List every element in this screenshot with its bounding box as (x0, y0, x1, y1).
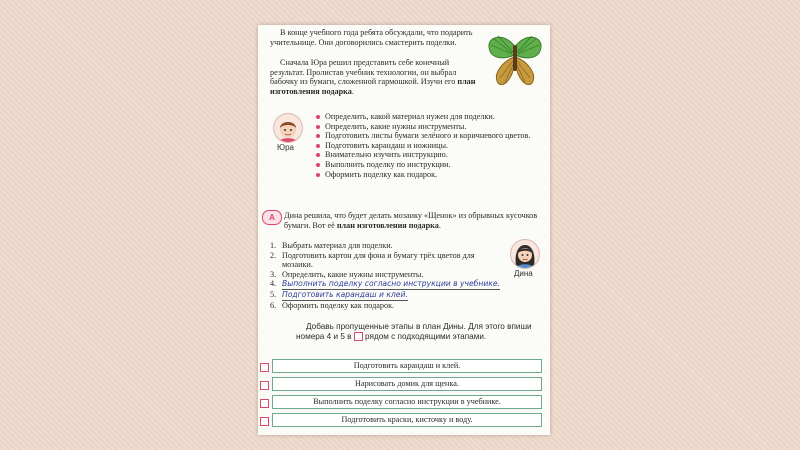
yura-step: Подготовить карандаш и ножницы. (316, 141, 541, 151)
intro-paragraph-2: Сначала Юра решил представить себе конечный результат. Пролистав учебник технологии, он выбрал бабочку из бумаги, сложенной гармошкой. Изучи его план изготовления подарка. (270, 58, 476, 96)
yura-plan-list (316, 112, 541, 179)
option-checkbox[interactable] (260, 417, 269, 426)
option-checkbox[interactable] (260, 399, 269, 408)
task-a-badge: А (262, 210, 282, 225)
plan-bold-phrase: план изготовления подарка (336, 220, 439, 230)
plan-bold-phrase: план изготовления подарка (270, 77, 476, 96)
yura-step: Подготовить листы бумаги зелёного и коричневого цветов. (316, 131, 541, 141)
yura-label: Юра (277, 143, 294, 152)
dina-step: 2. Подготовить картон для фона и бумагу трёх цветов для мозаики. (270, 250, 475, 270)
yura-step: Определить, какие нужны инструменты. (316, 122, 541, 132)
dina-step: 6. Оформить поделку как подарок. (270, 300, 395, 310)
yura-step: Внимательно изучить инструкцию. (316, 150, 541, 160)
yura-step: Оформить поделку как подарок. (316, 170, 541, 180)
dina-plan-list (270, 241, 506, 310)
paper-butterfly-illustration (486, 33, 544, 89)
handwritten-answer: Подготовить карандаш и клей. (282, 289, 408, 299)
dina-step: 1. Выбрать материал для поделки. (270, 241, 393, 250)
handwritten-answer: Выполнить поделку согласно инструкции в учебнике. (282, 279, 500, 289)
option-box[interactable]: Выполнить поделку согласно инструкции в учебнике. (272, 395, 542, 409)
dina-step: 3. Определить, какие нужны инструменты. (270, 269, 424, 279)
yura-avatar (273, 113, 303, 143)
dina-step-handwritten[interactable]: 5. Подготовить карандаш и клей. (270, 289, 408, 299)
option-checkbox[interactable] (260, 363, 269, 372)
dina-avatar (510, 239, 540, 269)
task-instruction: Добавь пропущенные этапы в план Дины. Для этого впиши номера 4 и 5 в рядом с подходящими этапами. (296, 322, 532, 341)
option-box[interactable]: Подготовить краски, кисточку и воду. (272, 413, 542, 427)
dina-label: Дина (514, 269, 533, 278)
option-checkbox[interactable] (260, 381, 269, 390)
dina-step-handwritten[interactable]: 4. Выполнить поделку согласно инструкции в учебнике. (270, 279, 500, 289)
checkbox-icon (354, 332, 363, 341)
workbook-page (258, 25, 550, 435)
intro-paragraph-1: В конце учебного года ребята обсуждали, что подарить учительнице. Они договорились смастерить поделки. (270, 28, 473, 47)
yura-step: Определить, какой материал нужен для поделки. (316, 112, 541, 122)
dina-intro: Дина решила, что будет делать мозаику «Щенок» из обрывных кусочков бумаги. Вот её план изготовления подарка. (284, 211, 538, 230)
option-box[interactable]: Нарисовать домик для щенка. (272, 377, 542, 391)
option-box[interactable]: Подготовить карандаш и клей. (272, 359, 542, 373)
yura-step: Выполнить поделку по инструкции. (316, 160, 541, 170)
